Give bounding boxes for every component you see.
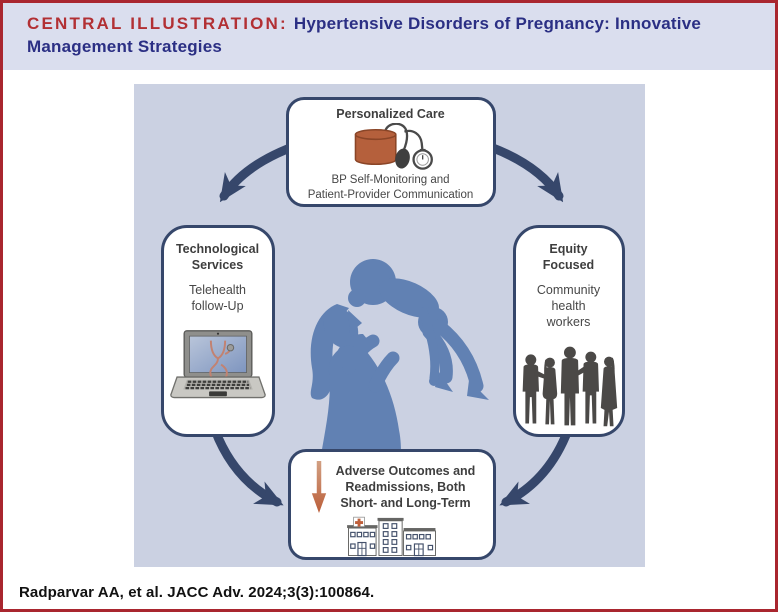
blood-pressure-cuff-icon — [343, 123, 439, 171]
equity-focused-title: Equity Focused — [542, 241, 595, 273]
adverse-outcomes-row — [291, 461, 493, 513]
hospital-buildings-icon — [330, 515, 454, 557]
figure-title: Hypertensive Disorders of Pregnancy: Innovative Management Strategies — [27, 14, 702, 57]
personalized-care-box — [286, 97, 496, 207]
decrease-arrow-icon — [311, 461, 327, 513]
adverse-outcomes-box — [288, 449, 496, 560]
adverse-outcomes-title: Adverse Outcomes and Readmissions, Both Short- and Long-Term — [335, 463, 476, 511]
personalized-care-description: BP Self-Monitoring and Patient-Provider Communication — [307, 174, 474, 201]
figure-header — [3, 3, 775, 70]
cycle-diagram-panel — [134, 84, 645, 567]
telehealth-laptop-icon — [169, 329, 267, 402]
technological-services-description: Telehealth follow-Up — [189, 283, 246, 314]
personalized-care-title: Personalized Care — [336, 106, 445, 121]
equity-focused-box — [513, 225, 625, 437]
community-health-workers-icon — [519, 337, 619, 430]
technological-services-title: Technological Services — [175, 241, 260, 273]
citation: Radparvar AA, et al. JACC Adv. 2024;3(3):100864. — [19, 583, 375, 601]
arrow-left-to-bottom — [215, 430, 277, 502]
technological-services-box — [161, 225, 275, 437]
equity-focused-description: Community health workers — [536, 283, 601, 330]
arrow-right-to-bottom — [506, 430, 568, 502]
central-illustration-label: CENTRAL ILLUSTRATION: — [27, 14, 288, 33]
mother-lifting-baby-silhouette — [291, 240, 496, 455]
